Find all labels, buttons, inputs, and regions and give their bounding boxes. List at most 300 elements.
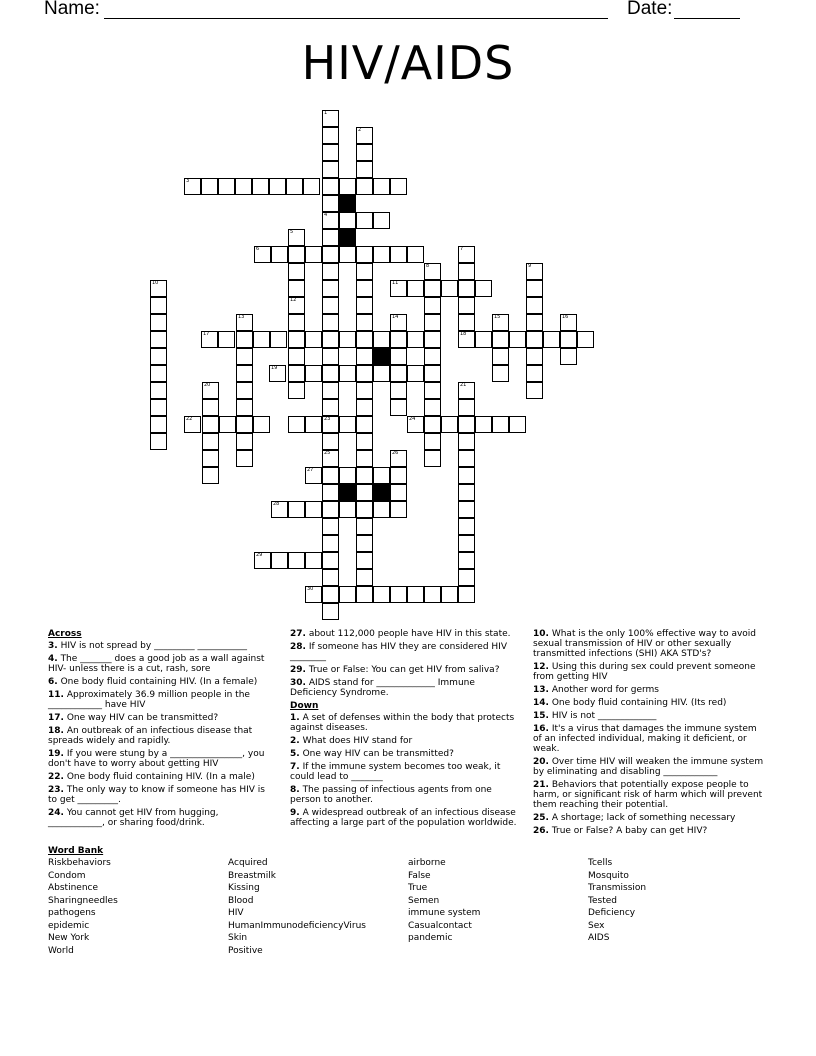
grid-cell[interactable] [322,416,339,433]
grid-cell[interactable] [322,518,339,535]
grid-cell[interactable] [288,280,305,297]
grid-cell[interactable] [458,314,475,331]
grid-cell[interactable] [322,569,339,586]
grid-cell[interactable] [356,161,373,178]
word-bank-word: Acquired [228,858,268,868]
grid-cell[interactable] [322,212,339,229]
grid-cell[interactable] [236,450,253,467]
across-clue [48,785,276,805]
grid-cell[interactable] [390,365,407,382]
cell-number: 13 [238,314,245,320]
grid-cell[interactable] [407,416,424,433]
grid-cell[interactable] [509,416,526,433]
grid-cell[interactable] [322,314,339,331]
clue-text: An outbreak of an infectious disease that spreads widely and rapidly. [48,726,253,746]
grid-cell[interactable] [236,365,253,382]
grid-cell[interactable] [424,382,441,399]
grid-cell[interactable] [526,331,543,348]
grid-cell[interactable] [271,552,288,569]
grid-cell[interactable] [288,365,305,382]
grid-cell[interactable] [441,280,458,297]
grid-cell[interactable] [288,416,305,433]
clue-number: 5. [290,749,300,759]
grid-cell[interactable] [305,552,322,569]
word-bank-word: Riskbehaviors [48,858,111,868]
grid-cell[interactable] [305,365,322,382]
grid-cell[interactable] [356,144,373,161]
grid-cell[interactable] [356,586,373,603]
grid-cell[interactable] [356,501,373,518]
clue-number: 7. [290,762,300,772]
clue-number: 9. [290,808,300,818]
grid-cell[interactable] [288,263,305,280]
word-bank-word: Sex [588,920,605,931]
grid-cell[interactable] [236,399,253,416]
grid-cell[interactable] [339,365,356,382]
grid-cell[interactable] [339,416,356,433]
grid-cell[interactable] [288,382,305,399]
grid-cell[interactable] [322,229,339,246]
grid-cell[interactable] [252,178,269,195]
grid-cell[interactable] [305,416,322,433]
grid-cell[interactable] [322,535,339,552]
grid-cell[interactable] [356,246,373,263]
clue-text: What is the only 100% effective way to avoid sexual transmission of HIV or other sexually transmitted infections (SHI) AKA STD's? [533,629,757,659]
grid-cell[interactable] [236,416,253,433]
grid-cell[interactable] [202,416,219,433]
grid-cell[interactable] [271,501,288,518]
name-label: Name: [44,0,100,19]
grid-cell[interactable] [322,399,339,416]
grid-cell[interactable] [356,331,373,348]
grid-cell[interactable] [150,314,167,331]
grid-cell[interactable] [373,501,390,518]
grid-cell[interactable] [509,331,526,348]
clue-text: A shortage; lack of something necessary [551,813,736,823]
grid-cell[interactable] [184,178,201,195]
grid-cell[interactable] [322,195,339,212]
grid-cell[interactable] [390,399,407,416]
grid-cell[interactable] [288,246,305,263]
grid-cell[interactable] [526,348,543,365]
grid-cell[interactable] [390,280,407,297]
grid-cell[interactable] [526,314,543,331]
grid-cell[interactable] [407,280,424,297]
word-bank-heading: Word Bank [48,846,104,856]
cell-number: 18 [460,331,467,337]
clue-text: AIDS stand for _____________ Immune Deficiency Syndrome. [290,678,475,698]
grid-cell[interactable] [356,297,373,314]
grid-cell[interactable] [322,144,339,161]
grid-cell[interactable] [219,416,236,433]
grid-cell[interactable] [526,365,543,382]
grid-cell[interactable] [543,331,560,348]
word-bank-word: Semen [408,895,440,906]
grid-cell[interactable] [322,586,339,603]
grid-cell[interactable] [560,331,577,348]
grid-cell[interactable] [218,331,235,348]
grid-cell[interactable] [322,501,339,518]
clue-text: You cannot get HIV from hugging, ____________, or sharing food/drink. [48,808,219,828]
grid-cell[interactable] [322,467,339,484]
grid-cell[interactable] [339,212,356,229]
down-clue [533,724,765,754]
grid-cell[interactable] [236,382,253,399]
grid-cell[interactable] [356,467,373,484]
grid-cell[interactable] [202,467,219,484]
grid-cell[interactable] [270,331,287,348]
clue-text: Approximately 36.9 million people in the ____________ have HIV [48,690,250,710]
grid-cell[interactable] [475,331,492,348]
grid-cell[interactable] [373,365,390,382]
grid-cell[interactable] [424,297,441,314]
grid-cell[interactable] [150,382,167,399]
grid-cell[interactable] [373,178,390,195]
grid-cell[interactable] [339,467,356,484]
grid-cell[interactable] [305,467,322,484]
grid-cell[interactable] [150,416,167,433]
grid-cell[interactable] [458,297,475,314]
grid-cell[interactable] [288,229,305,246]
grid-cell[interactable] [577,331,594,348]
grid-cell[interactable] [305,501,322,518]
grid-cell[interactable] [390,246,407,263]
clue-text: One way HIV can be transmitted? [66,713,219,723]
clue-text: One way HIV can be transmitted? [302,749,454,759]
date-label: Date: [627,0,673,19]
clue-text: A widespread outbreak of an infectious disease affecting a large part of the population worldwide. [290,808,517,828]
grid-cell[interactable] [184,416,201,433]
grid-cell[interactable] [390,382,407,399]
grid-cell[interactable] [202,450,219,467]
clue-number: 10. [533,629,549,639]
grid-cell[interactable] [458,518,475,535]
grid-cell[interactable] [458,246,475,263]
grid-cell[interactable] [424,586,441,603]
grid-cell[interactable] [235,178,252,195]
grid-cell[interactable] [390,348,407,365]
down-clue [533,698,765,708]
clue-text: Using this during sex could prevent someone from getting HIV [533,662,756,682]
word-bank-column-4 [588,857,768,945]
grid-cell[interactable] [356,416,373,433]
across-clue [48,641,276,651]
grid-block [339,229,356,246]
grid-cell[interactable] [356,263,373,280]
grid-cell[interactable] [356,348,373,365]
down-clue [290,749,520,759]
grid-cell[interactable] [458,569,475,586]
grid-cell[interactable] [288,501,305,518]
across-clue [48,713,276,723]
grid-cell[interactable] [339,246,356,263]
grid-cell[interactable] [373,246,390,263]
grid-cell[interactable] [218,178,235,195]
grid-cell[interactable] [458,433,475,450]
down-clue [533,685,765,695]
grid-cell[interactable] [492,365,509,382]
clue-text: A set of defenses within the body that protects against diseases. [290,713,515,733]
grid-cell[interactable] [254,552,271,569]
grid-cell[interactable] [236,433,253,450]
grid-cell[interactable] [150,331,167,348]
grid-cell[interactable] [356,178,373,195]
grid-cell[interactable] [236,314,253,331]
grid-cell[interactable] [390,178,407,195]
grid-cell[interactable] [356,450,373,467]
grid-cell[interactable] [288,331,305,348]
cell-number: 16 [562,314,569,320]
grid-cell[interactable] [458,399,475,416]
cell-number: 6 [256,246,260,252]
grid-cell[interactable] [201,331,218,348]
grid-cell[interactable] [269,365,286,382]
grid-cell[interactable] [288,314,305,331]
clue-number: 18. [48,726,64,736]
grid-cell[interactable] [254,246,271,263]
grid-cell[interactable] [339,586,356,603]
grid-cell[interactable] [356,212,373,229]
grid-cell[interactable] [407,331,424,348]
grid-cell[interactable] [356,280,373,297]
cell-number: 5 [290,229,294,235]
grid-cell[interactable] [339,178,356,195]
down-clue [533,711,765,721]
cell-number: 27 [307,467,314,473]
grid-cell[interactable] [390,586,407,603]
grid-cell[interactable] [322,280,339,297]
down-clue [533,629,765,659]
down-clue [533,780,765,810]
grid-cell[interactable] [236,331,253,348]
grid-cell[interactable] [356,127,373,144]
grid-cell[interactable] [560,348,577,365]
grid-cell[interactable] [373,467,390,484]
grid-cell[interactable] [390,314,407,331]
down-clue [533,757,765,777]
clue-number: 24. [48,808,64,818]
clue-text: One body fluid containing HIV. (In a male) [66,772,255,782]
clue-number: 26. [533,826,549,836]
grid-cell[interactable] [424,416,441,433]
grid-cell[interactable] [458,535,475,552]
down-clue [290,736,520,746]
grid-cell[interactable] [356,399,373,416]
cell-number: 23 [324,416,331,422]
grid-cell[interactable] [339,331,356,348]
grid-cell[interactable] [526,280,543,297]
clue-number: 16. [533,724,549,734]
grid-cell[interactable] [322,348,339,365]
grid-cell[interactable] [458,586,475,603]
grid-cell[interactable] [458,467,475,484]
grid-cell[interactable] [441,416,458,433]
grid-cell[interactable] [271,246,288,263]
grid-cell[interactable] [373,212,390,229]
grid-cell[interactable] [322,450,339,467]
grid-cell[interactable] [475,416,492,433]
cell-number: 15 [494,314,501,320]
grid-cell[interactable] [458,382,475,399]
grid-cell[interactable] [458,484,475,501]
grid-cell[interactable] [322,246,339,263]
grid-cell[interactable] [356,382,373,399]
grid-cell[interactable] [288,348,305,365]
grid-cell[interactable] [150,433,167,450]
word-bank-word: False [408,870,431,881]
grid-cell[interactable] [303,178,320,195]
grid-cell[interactable] [424,331,441,348]
cell-number: 28 [273,501,280,507]
word-bank-word: Kissing [228,883,260,893]
grid-cell[interactable] [407,365,424,382]
grid-cell[interactable] [560,314,577,331]
grid-cell[interactable] [424,433,441,450]
grid-cell[interactable] [356,569,373,586]
grid-cell[interactable] [288,552,305,569]
across-clue [48,808,276,828]
grid-cell[interactable] [305,246,322,263]
down-clue [533,662,765,682]
grid-cell[interactable] [390,331,407,348]
grid-cell[interactable] [305,331,322,348]
grid-cell[interactable] [253,416,270,433]
clue-number: 30. [290,678,306,688]
grid-cell[interactable] [458,416,475,433]
across-clues-1 [48,641,276,828]
word-bank-word: World [48,945,74,956]
grid-cell[interactable] [492,314,509,331]
clue-text: True or False? A baby can get HIV? [551,826,708,836]
grid-cell[interactable] [407,586,424,603]
cell-number: 25 [324,450,331,456]
grid-cell[interactable] [356,552,373,569]
grid-cell[interactable] [201,178,218,195]
grid-cell[interactable] [390,501,407,518]
grid-cell[interactable] [286,178,303,195]
grid-cell[interactable] [492,331,509,348]
grid-cell[interactable] [322,331,339,348]
grid-cell[interactable] [253,331,270,348]
grid-cell[interactable] [407,246,424,263]
grid-cell[interactable] [390,484,407,501]
grid-cell[interactable] [322,603,339,620]
grid-cell[interactable] [356,314,373,331]
cell-number: 11 [392,280,399,286]
grid-cell[interactable] [373,586,390,603]
clue-number: 22. [48,772,64,782]
grid-cell[interactable] [458,552,475,569]
grid-cell[interactable] [356,484,373,501]
grid-cell[interactable] [150,297,167,314]
grid-cell[interactable] [390,450,407,467]
grid-cell[interactable] [458,280,475,297]
grid-cell[interactable] [526,382,543,399]
down-clue [533,813,765,823]
across-heading: Across [48,629,82,639]
grid-cell[interactable] [322,552,339,569]
cell-number: 7 [460,246,464,252]
cell-number: 17 [203,331,210,337]
grid-cell[interactable] [424,348,441,365]
grid-cell[interactable] [424,280,441,297]
grid-cell[interactable] [356,433,373,450]
grid-cell[interactable] [424,450,441,467]
grid-cell[interactable] [305,586,322,603]
grid-cell[interactable] [526,297,543,314]
grid-cell[interactable] [150,348,167,365]
grid-cell[interactable] [322,110,339,127]
grid-cell[interactable] [236,348,253,365]
down-clue [290,762,520,782]
grid-cell[interactable] [458,331,475,348]
word-bank-column-3 [408,857,588,945]
cell-number: 2 [358,127,362,133]
grid-cell[interactable] [322,433,339,450]
across-clue [48,772,276,782]
grid-cell[interactable] [356,365,373,382]
grid-cell[interactable] [322,365,339,382]
grid-cell[interactable] [202,382,219,399]
grid-cell[interactable] [322,484,339,501]
across-clues-2 [290,629,520,698]
grid-cell[interactable] [150,399,167,416]
grid-cell[interactable] [322,127,339,144]
word-bank [48,845,768,956]
clue-number: 1. [290,713,300,723]
grid-cell[interactable] [373,331,390,348]
grid-cell[interactable] [288,297,305,314]
word-bank-word: immune system [408,908,481,918]
grid-cell[interactable] [424,399,441,416]
clue-number: 4. [48,654,58,664]
grid-cell[interactable] [322,161,339,178]
word-bank-column-2 [228,857,408,957]
grid-cell[interactable] [492,348,509,365]
grid-cell[interactable] [150,365,167,382]
cell-number: 19 [271,365,278,371]
grid-cell[interactable] [492,416,509,433]
down-clues-2 [533,629,765,836]
down-clues-1 [290,713,520,828]
down-clue [290,808,520,828]
grid-cell[interactable] [424,314,441,331]
grid-cell[interactable] [202,399,219,416]
grid-cell[interactable] [458,450,475,467]
clue-number: 3. [48,641,58,651]
grid-cell[interactable] [458,501,475,518]
grid-cell[interactable] [441,586,458,603]
grid-cell[interactable] [526,263,543,280]
grid-cell[interactable] [458,263,475,280]
grid-cell[interactable] [322,178,339,195]
clue-text: about 112,000 people have HIV in this state. [308,629,511,639]
grid-cell[interactable] [150,280,167,297]
grid-cell[interactable] [356,535,373,552]
grid-cell[interactable] [202,433,219,450]
grid-cell[interactable] [424,365,441,382]
cell-number: 3 [186,178,190,184]
grid-cell[interactable] [322,263,339,280]
grid-cell[interactable] [356,518,373,535]
grid-cell[interactable] [475,280,492,297]
grid-cell[interactable] [322,297,339,314]
grid-cell[interactable] [322,382,339,399]
grid-cell[interactable] [339,501,356,518]
grid-cell[interactable] [424,263,441,280]
grid-cell[interactable] [390,467,407,484]
grid-cell[interactable] [269,178,286,195]
